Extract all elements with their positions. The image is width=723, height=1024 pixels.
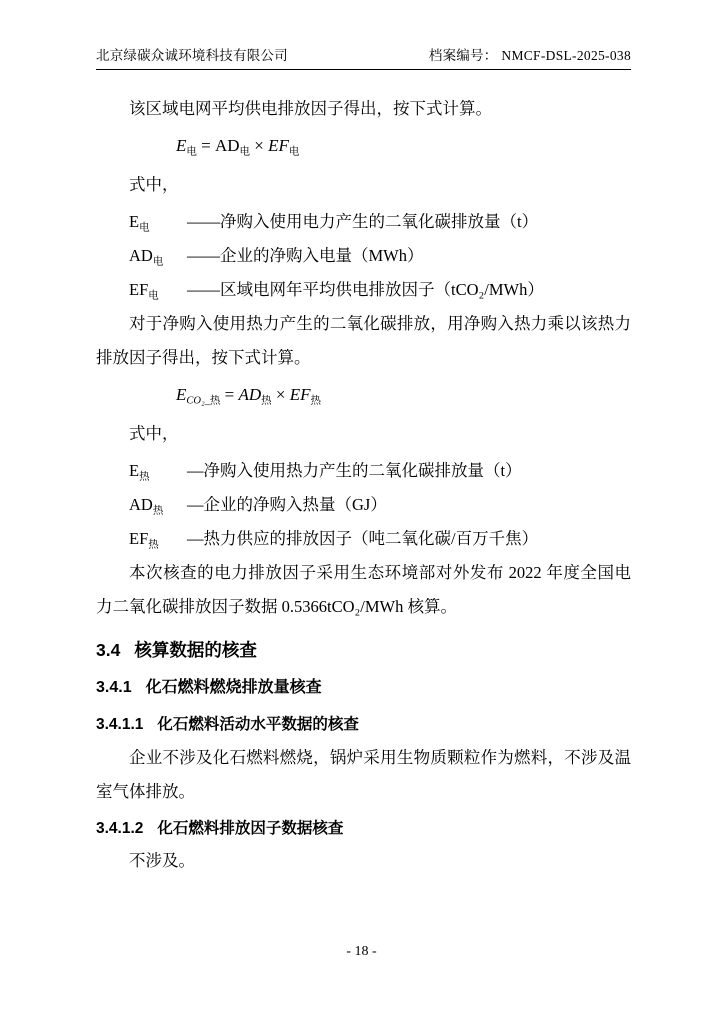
formula1-rhs2: EF [268,135,289,155]
formula2-lhs-sub-heat: 热 [209,395,221,407]
page-number: - 18 - [346,944,377,959]
def-symbol-sub: 热 [139,471,150,483]
header-divider [96,69,631,70]
formula2-lhs-sub-co2: CO₂_ [186,395,210,407]
def-dash: —— [187,246,220,266]
def-symbol: AD [129,494,153,514]
definition-list-heat [96,454,631,556]
paragraph-electricity-intro: 该区域电网平均供电排放因子得出，按下式计算。 [129,99,492,118]
formula2-equals: = [224,384,235,404]
def-dash: —— [187,280,220,300]
def-symbol: E [129,212,140,232]
def-dash: — [187,460,204,480]
heading-3-4 [96,633,631,668]
header-archive [429,44,631,64]
definition-item [96,205,631,239]
where-label-2: 式中， [129,424,179,444]
formula2-rhs1: AD [238,384,262,404]
def-text: 净购入使用热力产生的二氧化碳排放量（t） [203,460,522,480]
paragraph-3-4-1-2-body: 不涉及。 [129,851,195,871]
def-dash: — [187,528,204,548]
def-text: 企业的净购入热量（GJ） [203,494,387,514]
heading-3-4-title: 核算数据的核查 [134,640,257,661]
heading-3-4-1-1-number: 3.4.1.1 [96,716,144,734]
heading-3-4-number: 3.4 [96,640,121,661]
formula1-times: × [254,135,264,155]
def-dash: — [187,494,204,514]
formula1-rhs2-sub: 电 [288,146,300,158]
heading-3-4-1-1 [96,709,631,741]
heading-3-4-1-number: 3.4.1 [96,679,132,697]
def-dash: —— [187,212,220,232]
def-text: 热力供应的排放因子（吨二氧化碳/百万千焦） [203,528,539,548]
page-footer [0,944,723,960]
formula2-times: × [275,384,286,404]
paragraph-heat-intro: 对于净购入使用热力产生的二氧化碳排放，用净购入热力乘以该热力排放因子得出，按下式计算。 [96,313,631,367]
def-symbol-sub: 电 [139,222,150,234]
formula1-lhs-sub: 电 [186,146,197,158]
heading-3-4-1-2 [96,813,631,845]
heading-3-4-1-2-title: 化石燃料排放因子数据核查 [157,819,344,837]
where-label-1: 式中， [129,175,179,195]
def-symbol: EF [129,528,149,548]
page-header [96,44,631,69]
paragraph-3-4-1-1-body: 企业不涉及化石燃料燃烧，锅炉采用生物质颗粒作为燃料，不涉及温室气体排放。 [96,747,631,801]
def-symbol-sub: 电 [152,256,164,268]
formula-electricity [96,136,631,158]
definition-item [96,239,631,273]
formula2-rhs2-sub: 热 [310,395,322,407]
formula2-lhs: E [176,384,187,404]
header-company: 北京绿碳众诚环境科技有限公司 [96,48,288,63]
formula1-equals: = [201,135,211,155]
def-text: 区域电网年平均供电排放因子（tCO₂/MWh） [220,280,544,300]
paragraph-grid-factor: 本次核查的电力排放因子采用生态环境部对外发布 2022 年度全国电力二氧化碳排放因子数据 0.5366tCO₂/MWh 核算。 [96,562,631,616]
heading-3-4-1-1-title: 化石燃料活动水平数据的核查 [157,716,359,734]
header-archive-code: NMCF-DSL-2025-038 [501,48,631,63]
formula2-rhs2: EF [289,384,311,404]
def-symbol-sub: 电 [148,290,159,302]
def-text: 企业的净购入电量（MWh） [220,246,424,266]
def-symbol: AD [129,246,153,266]
heading-3-4-1-2-number: 3.4.1.2 [96,819,144,837]
def-symbol: E [129,460,140,480]
definition-item [96,454,631,488]
def-symbol-sub: 热 [152,505,164,517]
formula-heat [96,385,631,407]
heading-3-4-1 [96,672,631,705]
definition-item [96,522,631,556]
formula1-rhs1: AD [214,135,240,155]
definition-item [96,273,631,307]
def-text: 净购入使用电力产生的二氧化碳排放量（t） [220,212,539,232]
definition-list-electricity [96,205,631,307]
formula1-rhs1-sub: 电 [239,146,251,158]
header-archive-label: 档案编号： [428,48,498,63]
heading-3-4-1-title: 化石燃料燃烧排放量核查 [145,679,322,697]
def-symbol-sub: 热 [148,539,159,551]
formula1-lhs: E [176,135,187,155]
def-symbol: EF [129,280,149,300]
definition-item [96,488,631,522]
formula2-rhs1-sub: 热 [261,395,272,407]
page-content [96,44,631,881]
